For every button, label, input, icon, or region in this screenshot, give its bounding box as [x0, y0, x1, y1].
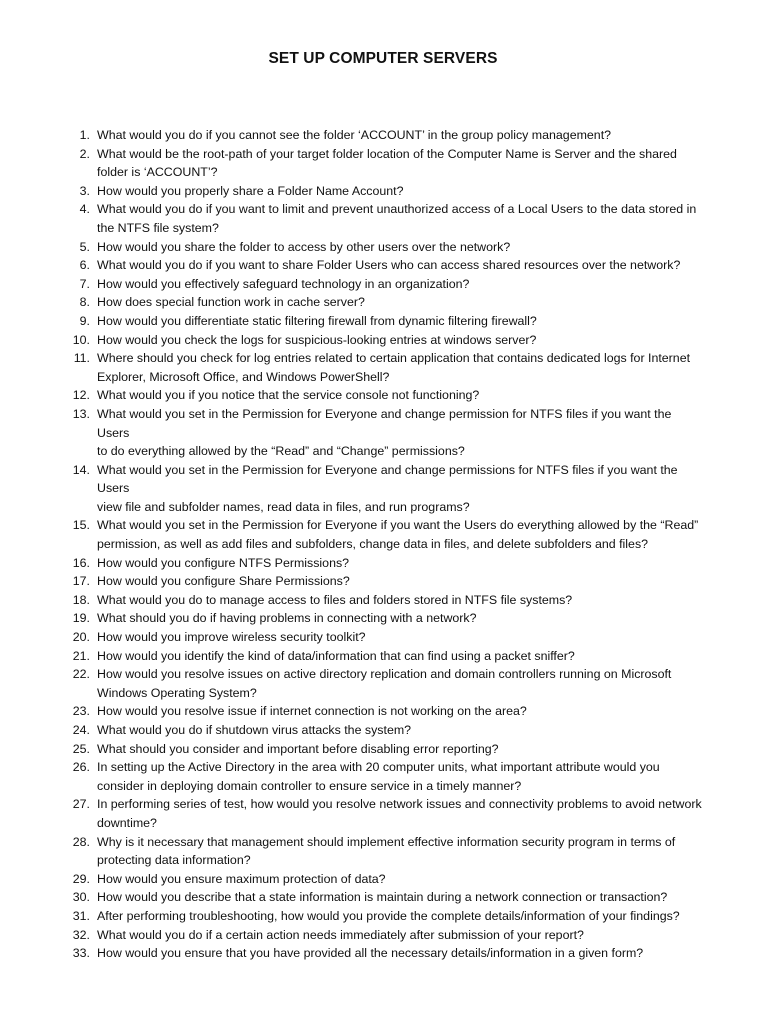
- question-line: What would you do if shutdown virus attacks the system?: [97, 723, 412, 737]
- question-line: After performing troubleshooting, how would you provide the complete details/information of your findings?: [97, 908, 680, 923]
- question-text: [98, 349, 704, 386]
- list-item: [62, 293, 704, 312]
- question-line: Where should you check for log entries related to certain application that contains dedicated logs for Internet: [97, 351, 691, 366]
- question-line: What would you if you notice that the service console not functioning?: [97, 388, 480, 403]
- question-number: 1.: [79, 128, 90, 142]
- list-item: [62, 665, 704, 702]
- question-text: [98, 870, 704, 889]
- question-text: [98, 145, 704, 182]
- question-text: [98, 256, 704, 275]
- list-item: [62, 888, 704, 907]
- question-text: [98, 647, 704, 666]
- question-line: How would you improve wireless security toolkit?: [97, 630, 366, 645]
- question-text: [98, 758, 704, 795]
- list-item: [62, 331, 704, 350]
- question-line: In performing series of test, how would you resolve network issues and connectivity problems to avoid network: [97, 797, 702, 812]
- question-text: [98, 293, 704, 312]
- question-text: [98, 628, 704, 647]
- list-item: [62, 647, 704, 666]
- question-number: 7.: [79, 276, 90, 291]
- question-line: How would you configure Share Permissions?: [97, 574, 350, 589]
- question-number: 22.: [72, 667, 90, 682]
- question-number: 10.: [72, 332, 90, 347]
- question-text: [98, 386, 704, 405]
- list-item: [62, 386, 704, 405]
- list-item: [62, 405, 704, 461]
- question-line: What would you do if you want to limit and prevent unauthorized access of a Local Users to the data stored in: [97, 202, 697, 217]
- list-item: [62, 907, 704, 926]
- question-number: 6.: [79, 258, 90, 273]
- question-line: How would you resolve issue if internet connection is not working on the area?: [97, 704, 527, 719]
- list-item: [62, 275, 704, 294]
- question-number: 25.: [72, 741, 90, 756]
- question-number: 3.: [79, 183, 90, 198]
- question-text: [98, 888, 704, 907]
- question-line: How would you ensure that you have provided all the necessary details/information in a given form?: [97, 946, 644, 961]
- question-text: [98, 833, 704, 870]
- question-text: [98, 702, 704, 721]
- list-item: [62, 145, 704, 182]
- list-item: [62, 628, 704, 647]
- question-text: [98, 926, 704, 945]
- question-number: 29.: [72, 871, 90, 886]
- question-text: [98, 126, 704, 145]
- question-number: 2.: [79, 146, 90, 161]
- list-item: [62, 758, 704, 795]
- question-text: [98, 795, 704, 832]
- question-line: How does special function work in cache server?: [97, 295, 365, 310]
- list-item: [62, 349, 704, 386]
- question-line: downtime?: [97, 815, 157, 830]
- question-line: What would be the root-path of your target folder location of the Computer Name is Server and the shared: [97, 146, 677, 161]
- question-number: 21.: [72, 648, 90, 663]
- question-number: 8.: [79, 295, 90, 310]
- question-line: Why is it necessary that management should implement effective information security program in terms of: [97, 834, 676, 849]
- question-number: 17.: [72, 574, 90, 589]
- question-text: [98, 591, 704, 610]
- question-number: 18.: [72, 592, 90, 607]
- page-title: SET UP COMPUTER SERVERS: [268, 50, 498, 67]
- question-number: 11.: [73, 351, 90, 366]
- question-number: 9.: [79, 313, 90, 328]
- list-item: [62, 833, 704, 870]
- question-number: 30.: [72, 890, 90, 905]
- question-text: [98, 312, 704, 331]
- question-number: 27.: [72, 797, 90, 812]
- question-line: protecting data information?: [97, 853, 251, 868]
- question-text: [98, 554, 704, 573]
- question-number: 15.: [72, 518, 90, 533]
- list-item: [62, 572, 704, 591]
- question-line: What would you set in the Permission for Everyone and change permission for NTFS files if you want the Users: [97, 406, 672, 440]
- question-text: [98, 944, 704, 963]
- question-text: [98, 740, 704, 759]
- list-item: [62, 870, 704, 889]
- question-line: Explorer, Microsoft Office, and Windows PowerShell?: [97, 369, 390, 384]
- question-number: 12.: [72, 388, 90, 403]
- list-item: [62, 126, 704, 145]
- list-item: [62, 944, 704, 963]
- question-text: [98, 721, 704, 740]
- question-line: How would you differentiate static filtering firewall from dynamic filtering firewall?: [97, 313, 537, 328]
- question-number: 24.: [72, 723, 90, 737]
- question-line: How would you identify the kind of data/information that can find using a packet sniffer?: [97, 648, 575, 663]
- question-line: What should you consider and important before disabling error reporting?: [97, 741, 499, 756]
- question-number: 16.: [72, 555, 90, 570]
- list-item: [62, 516, 704, 553]
- question-text: [98, 182, 704, 201]
- list-item: [62, 591, 704, 610]
- question-number: 32.: [72, 927, 90, 942]
- question-text: [98, 461, 704, 517]
- question-text: [98, 331, 704, 350]
- list-item: [62, 609, 704, 628]
- question-number: 20.: [72, 630, 90, 645]
- question-line: Windows Operating System?: [97, 685, 257, 700]
- question-line: What would you set in the Permission for Everyone and change permissions for NTFS files if you want the Users: [97, 462, 678, 496]
- question-text: [98, 405, 704, 461]
- question-line: view file and subfolder names, read data in files, and run programs?: [97, 499, 470, 514]
- question-line: to do everything allowed by the “Read” and “Change” permissions?: [97, 444, 465, 459]
- question-number: 31.: [72, 908, 90, 923]
- question-line: the NTFS file system?: [97, 220, 219, 235]
- question-line: How would you configure NTFS Permissions?: [97, 555, 350, 570]
- list-item: [62, 795, 704, 832]
- question-number: 28.: [72, 834, 90, 849]
- question-text: [98, 665, 704, 702]
- question-text: [98, 200, 704, 237]
- question-number: 19.: [72, 611, 90, 626]
- question-line: What would you set in the Permission for Everyone if you want the Users do everything allowed by the “Read”: [97, 518, 699, 533]
- question-text: [98, 275, 704, 294]
- list-item: [62, 238, 704, 257]
- list-item: [62, 926, 704, 945]
- question-text: [98, 238, 704, 257]
- list-item: [62, 312, 704, 331]
- question-line: How would you check the logs for suspicious-looking entries at windows server?: [97, 332, 537, 347]
- list-item: [62, 200, 704, 237]
- question-number: 13.: [72, 406, 90, 421]
- question-text: [98, 609, 704, 628]
- list-item: [62, 702, 704, 721]
- question-number: 4.: [79, 202, 90, 217]
- question-line: permission, as well as add files and subfolders, change data in files, and delete subfolders and files?: [97, 537, 649, 552]
- list-item: [62, 721, 704, 740]
- question-number: 14.: [72, 462, 90, 477]
- question-line: What should you do if having problems in connecting with a network?: [97, 611, 477, 626]
- question-line: How would you describe that a state information is maintain during a network connection or transaction?: [97, 890, 668, 905]
- list-item: [62, 256, 704, 275]
- question-number: 26.: [72, 760, 90, 775]
- question-line: How would you properly share a Folder Name Account?: [97, 183, 404, 198]
- question-text: [98, 516, 704, 553]
- list-item: [62, 740, 704, 759]
- question-line: What would you do to manage access to files and folders stored in NTFS file systems?: [97, 592, 573, 607]
- question-number: 23.: [72, 704, 90, 719]
- question-line: How would you resolve issues on active directory replication and domain controllers running on Microsoft: [97, 667, 672, 682]
- question-line: What would you do if you want to share Folder Users who can access shared resources over the network?: [97, 258, 681, 273]
- question-list: [62, 126, 704, 963]
- question-line: What would you do if a certain action needs immediately after submission of your report?: [97, 927, 584, 942]
- list-item: [62, 461, 704, 517]
- list-item: [62, 554, 704, 573]
- question-line: How would you ensure maximum protection of data?: [97, 871, 386, 886]
- question-line: folder is ‘ACCOUNT’?: [97, 165, 218, 180]
- question-line: consider in deploying domain controller to ensure service in a timely manner?: [97, 778, 522, 793]
- list-item: [62, 182, 704, 201]
- question-text: [98, 907, 704, 926]
- question-line: What would you do if you cannot see the folder ‘ACCOUNT’ in the group policy management?: [97, 128, 612, 142]
- question-number: 5.: [79, 239, 90, 254]
- question-line: In setting up the Active Directory in the area with 20 computer units, what important attribute would you: [97, 760, 660, 775]
- question-line: How would you effectively safeguard technology in an organization?: [97, 276, 470, 291]
- question-line: How would you share the folder to access by other users over the network?: [97, 239, 511, 254]
- question-number: 33.: [72, 946, 90, 961]
- question-text: [98, 572, 704, 591]
